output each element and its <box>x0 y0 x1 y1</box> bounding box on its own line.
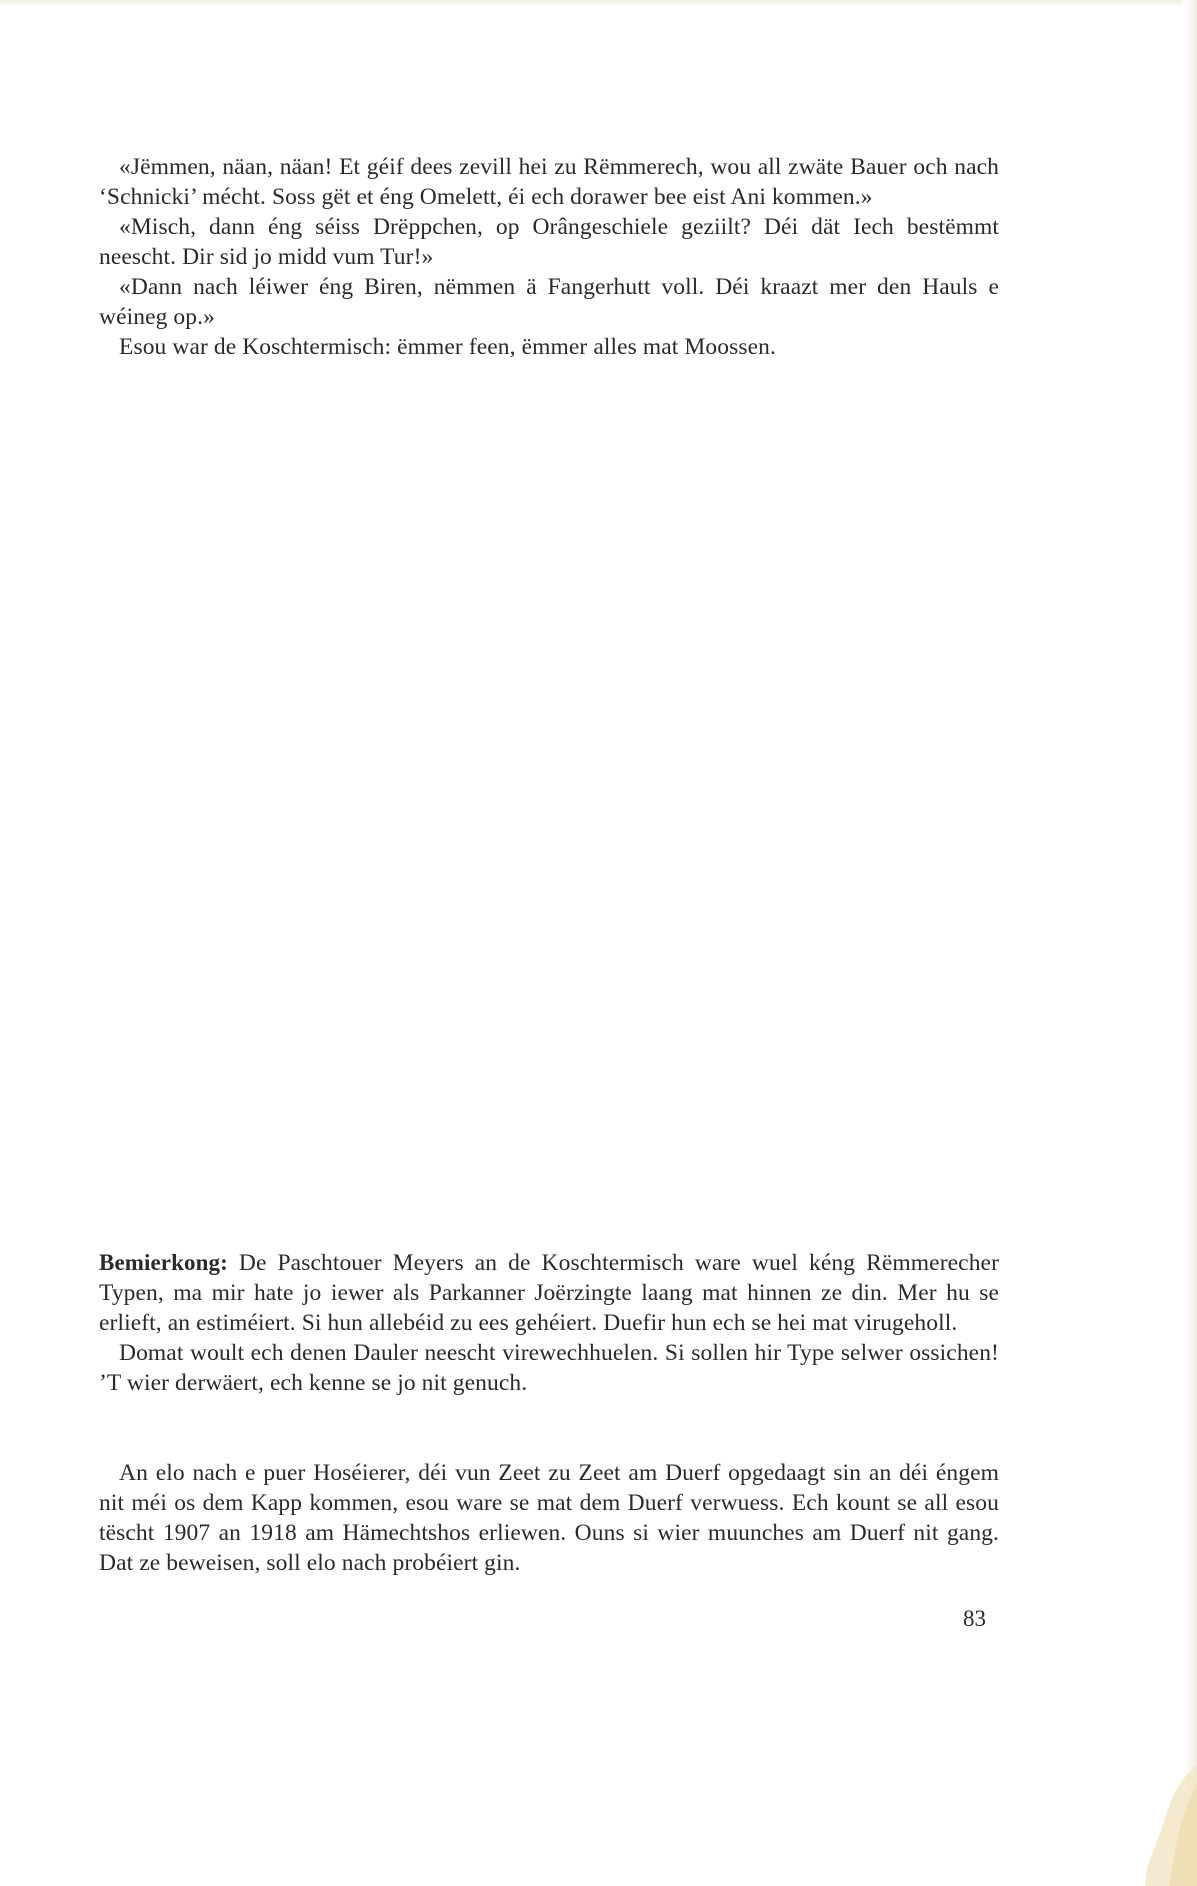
note-text: De Paschtouer Meyers an de Koschtermisch ware wuel kéng Rëmmerecher Typen, ma mir hate jo iewer als Parkanner Joërzingte laang mat hinnen ze din. Mer hu se erlieft, an estiméiert. Si hun allebéid zu ees gehéiert. Duefir hun ech se hei mat virugeholl. <box>99 1250 999 1336</box>
dialogue-line-3: «Dann nach léiwer éng Biren, nëmmen ä Fangerhutt voll. Déi kraazt mer den Hauls e wéineg op.» <box>99 274 999 330</box>
closing-section <box>99 1458 999 1578</box>
paper-top-edge <box>0 0 1197 6</box>
dialogue-section <box>99 152 999 362</box>
paper-stain-decoration <box>1077 1746 1197 1886</box>
closing-paragraph: An elo nach e puer Hoséierer, déi vun Zeet zu Zeet am Duerf opgedaagt sin an déi éngem nit méi os dem Kapp kommen, esou ware se mat dem Duerf verwuess. Ech kount se all esou tëscht 1907 an 1918 am Hämechtshos erliewen. Ouns si wier muunches am Duerf nit gang. Dat ze beweisen, soll elo nach probéiert gin. <box>99 1460 999 1576</box>
dialogue-line-2: «Misch, dann éng séiss Drëppchen, op Orângeschiele geziilt? Déi dät Iech bestëmmt neescht. Dir sid jo midd vum Tur!» <box>99 214 999 270</box>
paper-right-edge <box>1183 0 1197 1886</box>
dialogue-line-4: Esou war de Koschtermisch: ëmmer feen, ëmmer alles mat Moossen. <box>119 334 776 360</box>
note-paragraph <box>99 1248 999 1338</box>
dialogue-line-1: «Jëmmen, näan, näan! Et géif dees zevill hei zu Rëmmerech, wou all zwäte Bauer och nach ‘Schnicki’ mécht. Soss gët et éng Omelett, éi ech dorawer bee eist Ani kommen.» <box>99 154 999 210</box>
note-label: Bemierkong: <box>99 1250 228 1275</box>
note-continuation: Domat woult ech denen Dauler neescht virewechhuelen. Si sollen hir Type selwer ossichen! ’T wier derwäert, ech kenne se jo nit genuch. <box>99 1340 999 1396</box>
page-number: 83 <box>963 1606 986 1631</box>
note-section <box>99 1248 999 1398</box>
